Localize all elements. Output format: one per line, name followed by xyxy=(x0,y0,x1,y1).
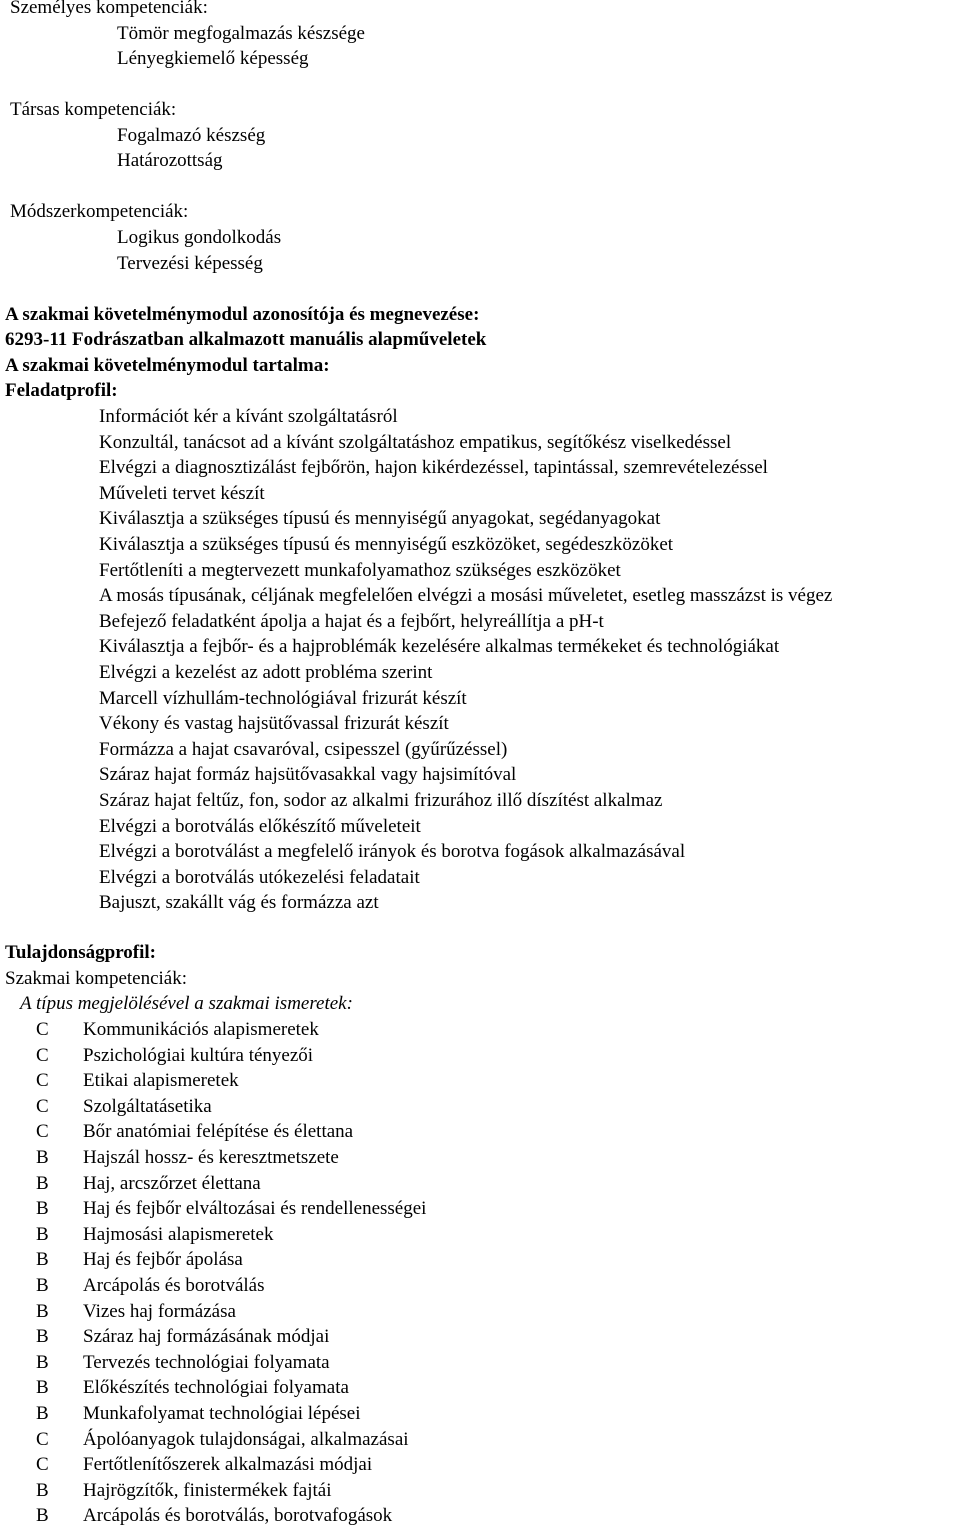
skill-text: Fertőtlenítőszerek alkalmazási módjai xyxy=(83,1454,373,1475)
task-item: Információt kér a kívánt szolgáltatásról xyxy=(99,406,398,427)
skill-text: Munkafolyamat technológiai lépései xyxy=(83,1403,361,1424)
skill-level: B xyxy=(36,1224,49,1245)
skill-text: Pszichológiai kultúra tényezői xyxy=(83,1045,314,1066)
skill-level: C xyxy=(36,1070,49,1091)
social-competency-item: Fogalmazó készség xyxy=(117,125,266,146)
task-item: Vékony és vastag hajsütővassal frizurát készít xyxy=(99,713,449,734)
skill-level: B xyxy=(36,1377,49,1398)
skill-text: Arcápolás és borotválás, borotvafogások xyxy=(83,1505,393,1526)
skill-level: B xyxy=(36,1326,49,1347)
skill-level: B xyxy=(36,1505,49,1526)
task-item: Konzultál, tanácsot ad a kívánt szolgáltatáshoz empatikus, segítőkész viselkedéssel xyxy=(99,432,732,453)
skill-level: C xyxy=(36,1045,49,1066)
skill-text: Kommunikációs alapismeretek xyxy=(83,1019,319,1040)
method-competencies-heading: Módszerkompetenciák: xyxy=(10,201,189,222)
skill-level: B xyxy=(36,1147,49,1168)
personal-competencies-heading: Személyes kompetenciák: xyxy=(10,0,208,18)
skill-text: Előkészítés technológiai folyamata xyxy=(83,1377,349,1398)
skill-text: Haj és fejbőr ápolása xyxy=(83,1249,243,1270)
property-profile-heading: Tulajdonságprofil: xyxy=(5,942,156,963)
task-item: A mosás típusának, céljának megfelelően elvégzi a mosási műveletet, esetleg masszázst is végez xyxy=(99,585,833,606)
module-id-label: A szakmai követelménymodul azonosítója és megnevezése: xyxy=(5,304,480,325)
task-item: Műveleti tervet készít xyxy=(99,483,265,504)
skill-level: B xyxy=(36,1249,49,1270)
professional-competencies-label: Szakmai kompetenciák: xyxy=(5,968,188,989)
skill-level: B xyxy=(36,1352,49,1373)
task-item: Befejező feladatként ápolja a hajat és a fejbőrt, helyreállítja a pH-t xyxy=(99,611,604,632)
skill-level: B xyxy=(36,1480,49,1501)
task-item: Kiválasztja a szükséges típusú és mennyiségű anyagokat, segédanyagokat xyxy=(99,508,661,529)
task-item: Kiválasztja a fejbőr- és a hajproblémák kezelésére alkalmas termékeket és technológiákat xyxy=(99,636,780,657)
skill-level: C xyxy=(36,1096,49,1117)
skill-text: Hajszál hossz- és keresztmetszete xyxy=(83,1147,339,1168)
skill-level: B xyxy=(36,1275,49,1296)
skill-text: Ápolóanyagok tulajdonságai, alkalmazásai xyxy=(83,1429,409,1450)
social-competency-item: Határozottság xyxy=(117,150,223,171)
task-item: Fertőtleníti a megtervezett munkafolyamathoz szükséges eszközöket xyxy=(99,560,621,581)
skill-level: B xyxy=(36,1403,49,1424)
skill-text: Haj, arcszőrzet élettana xyxy=(83,1173,261,1194)
skill-text: Tervezés technológiai folyamata xyxy=(83,1352,330,1373)
task-item: Marcell vízhullám-technológiával frizurát készít xyxy=(99,688,467,709)
skill-text: Hajmosási alapismeretek xyxy=(83,1224,274,1245)
task-item: Elvégzi a borotválást a megfelelő irányok és borotva fogások alkalmazásával xyxy=(99,841,686,862)
module-content-label: A szakmai követelménymodul tartalma: xyxy=(5,355,330,376)
social-competencies-heading: Társas kompetenciák: xyxy=(10,99,177,120)
skill-text: Haj és fejbőr elváltozásai és rendellenességei xyxy=(83,1198,427,1219)
personal-competency-item: Tömör megfogalmazás készsége xyxy=(117,23,365,44)
task-item: Elvégzi a borotválás utókezelési feladatait xyxy=(99,867,420,888)
type-note: A típus megjelölésével a szakmai ismeretek: xyxy=(20,993,353,1014)
method-competency-item: Logikus gondolkodás xyxy=(117,227,282,248)
skill-level: B xyxy=(36,1198,49,1219)
task-item: Elvégzi a borotválás előkészítő műveleteit xyxy=(99,816,421,837)
skill-text: Hajrögzítők, finistermékek fajtái xyxy=(83,1480,332,1501)
task-item: Száraz hajat formáz hajsütővasakkal vagy hajsimítóval xyxy=(99,764,517,785)
task-profile-label: Feladatprofil: xyxy=(5,380,118,401)
task-item: Elvégzi a diagnosztizálást fejbőrön, hajon kikérdezéssel, tapintással, szemrevételezéssel xyxy=(99,457,768,478)
task-item: Kiválasztja a szükséges típusú és mennyiségű eszközöket, segédeszközöket xyxy=(99,534,674,555)
module-id-value: 6293-11 Fodrászatban alkalmazott manuális alapműveletek xyxy=(5,329,487,350)
skill-text: Száraz haj formázásának módjai xyxy=(83,1326,330,1347)
task-item: Bajuszt, szakállt vág és formázza azt xyxy=(99,892,379,913)
skill-text: Szolgáltatásetika xyxy=(83,1096,212,1117)
task-item: Formázza a hajat csavaróval, csipesszel (gyűrűzéssel) xyxy=(99,739,508,760)
skill-level: C xyxy=(36,1019,49,1040)
skill-level: C xyxy=(36,1429,49,1450)
method-competency-item: Tervezési képesség xyxy=(117,253,263,274)
task-item: Elvégzi a kezelést az adott probléma szerint xyxy=(99,662,433,683)
personal-competency-item: Lényegkiemelő képesség xyxy=(117,48,309,69)
skill-level: B xyxy=(36,1301,49,1322)
skill-text: Vizes haj formázása xyxy=(83,1301,236,1322)
skill-level: B xyxy=(36,1173,49,1194)
skill-level: C xyxy=(36,1121,49,1142)
task-item: Száraz hajat feltűz, fon, sodor az alkalmi frizurához illő díszítést alkalmaz xyxy=(99,790,663,811)
skill-level: C xyxy=(36,1454,49,1475)
skill-text: Etikai alapismeretek xyxy=(83,1070,239,1091)
skill-text: Bőr anatómiai felépítése és élettana xyxy=(83,1121,354,1142)
skill-text: Arcápolás és borotválás xyxy=(83,1275,265,1296)
